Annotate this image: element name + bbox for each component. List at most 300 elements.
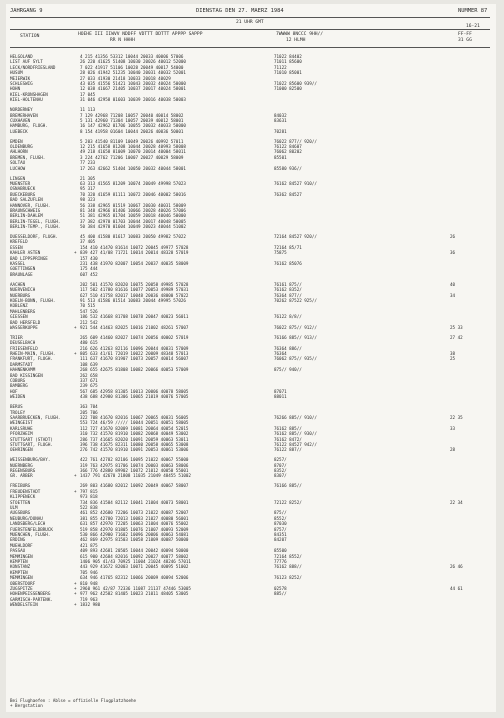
observation-data: 45 400 41580 81617 10083 20050 49982 57022: [80, 234, 186, 240]
weather-groups: 76162 8352/: [274, 287, 302, 293]
station-name: BRAUNLAGE: [10, 271, 33, 277]
column-rule-top: [10, 29, 490, 30]
station-name: PASSAU: [10, 548, 26, 554]
issue-number: NUMMER 87: [458, 8, 488, 14]
observation-data: 705 946: [80, 569, 98, 575]
observation-data: 17 263 42662 51404 10050 20032 40044 58001: [80, 165, 186, 171]
station-name: ZUGSPITZE: [10, 585, 33, 591]
weather-groups: 76162 885// 930//: [274, 431, 317, 437]
station-name: MUENSTER: [10, 180, 31, 186]
weather-groups: 8307/: [274, 473, 287, 479]
observation-data: 262 658: [80, 372, 98, 378]
observation-data: 50 384 42970 01604 10049 20023 40044 51002: [80, 224, 186, 230]
wind-gust: 26: [450, 234, 456, 240]
station-name: MUENCHEN, FLUGH.: [10, 531, 51, 537]
volume-label: JAHRGANG 9: [10, 8, 43, 14]
observation-data: 366 776 42880 89902 10072 21012 40050 55001: [80, 468, 189, 474]
footnote-airports: Bei Flughaefen : Ablse = offizielle Flugplatzhoehe: [10, 697, 137, 703]
observation-data: 17 045: [80, 91, 96, 97]
station-name: STUTTGART (STADT): [10, 436, 53, 442]
mountain-marker: +: [74, 591, 77, 597]
weather-groups: 8552/: [274, 515, 287, 521]
station-row: [10, 602, 490, 607]
observation-data: 607 452: [80, 271, 98, 277]
station-name: NUERVENICH: [10, 287, 36, 293]
weather-groups: 885//: [274, 591, 287, 597]
observation-data: 231 438 41970 82007 10054 20037 40035 58009: [80, 261, 189, 267]
station-name: DARMSTADT: [10, 361, 33, 367]
observation-data: 12 038 41667 21405 10037 20017 40024 58001: [80, 86, 186, 92]
observation-data: 921 544 41463 82025 10016 21002 48261 57007: [80, 324, 189, 330]
station-table: [10, 54, 490, 607]
footnotes: [10, 698, 136, 708]
mountain-marker: +: [74, 488, 77, 494]
observation-data: 81 348 42966 01406 10066 20028 40026 57006: [80, 207, 186, 213]
station-name: HELGOLAND: [10, 54, 33, 59]
observation-data: 797 815: [80, 488, 98, 494]
observation-data: 4 215 41356 53312 10044 20033 40006 57006: [80, 54, 184, 59]
observation-data: 322 708 41670 82016 10067 20065 40031 56005: [80, 414, 189, 420]
station-name: LINGEN: [10, 175, 26, 181]
observation-data: 112 727 41670 82009 10081 20064 40054 52015: [80, 425, 189, 431]
station-row: [10, 325, 490, 330]
observation-data: 91 513 41586 81514 10083 20044 49995 57026: [80, 297, 186, 303]
station-name: GR. ARBER: [10, 473, 33, 479]
station-name: BRAUNSCHWEIG: [10, 207, 41, 213]
station-name: ERDING: [10, 537, 26, 543]
observation-data: 205 706: [80, 409, 98, 415]
weather-groups: 76162 885//: [274, 425, 302, 431]
station-name: BAD SALZUFLEN: [10, 197, 43, 203]
observation-data: 438 688 42980 81306 10065 21019 40076 57005: [80, 394, 189, 400]
weather-groups: 76162 85076: [274, 261, 302, 267]
wind-gust: 22 34: [450, 499, 463, 505]
observation-data: 337 671: [80, 378, 98, 384]
observation-data: 381 855 42780 72013 10083 21027 40080 56001: [80, 515, 189, 521]
observation-data: 16 147 42962 01706 10055 20032 40033 50000: [80, 123, 186, 129]
station-name: HOF: [10, 388, 18, 394]
mountain-marker: +: [74, 324, 77, 330]
station-name: KLIPPENECK: [10, 494, 36, 500]
weather-groups: 71010 85001: [274, 70, 302, 76]
weather-groups: 76161 875//: [274, 281, 302, 287]
station-name: WENDELSTEIN: [10, 602, 38, 608]
station-name: ULM: [10, 505, 18, 511]
wind-gust: 33: [450, 425, 456, 431]
observation-data: 519 858 42970 81805 10076 21007 40093 52009: [80, 526, 189, 532]
observation-data: 265 609 41460 82027 10074 20056 40002 57019: [80, 334, 189, 340]
station-name: SAARBRUECKEN, FLUGH.: [10, 414, 61, 420]
station-name: HUSUM: [10, 70, 23, 76]
station-name: EMDEN: [10, 138, 23, 144]
station-name: MEMMINGEN: [10, 553, 33, 559]
station-name: BAD HERSFELD: [10, 319, 41, 325]
wind-column-subheader: 31 GG: [458, 38, 472, 43]
station-name: BREMERHAVEN: [10, 112, 38, 118]
station-name: LUCHOW: [10, 165, 26, 171]
observation-data: 70 515: [80, 303, 96, 309]
observation-data: 37 382 42970 01703 10044 20017 40048 50005: [80, 218, 186, 224]
weather-groups: 77776: [274, 558, 287, 564]
wind-gust: 40: [450, 281, 456, 287]
station-name: BAMBERG: [10, 383, 28, 389]
station-name: PFORZHEIM: [10, 431, 33, 437]
station-name: MEIERWIK: [10, 75, 31, 81]
observation-data: 70 320 41659 81111 10072 20046 40002 58016: [80, 191, 186, 197]
observation-data: 409 893 42681 20505 10044 20042 40094 50000: [80, 548, 189, 554]
station-name: MAHLENBERG: [10, 308, 36, 314]
station-name: CUXHAVEN: [10, 117, 31, 123]
observation-data: 310 732 41570 81910 10082 20068 40049 53002: [80, 431, 189, 437]
data-column-subheader: RR N HHHH: [110, 38, 135, 43]
station-name: LIST AUF SYLT: [10, 59, 43, 65]
weather-groups: 76122 84527 942//: [274, 441, 317, 447]
weather-groups: 8257/: [274, 457, 287, 463]
station-name: KEMPTEN: [10, 558, 28, 564]
observation-data: 1832 980: [80, 602, 101, 608]
observation-data: 21 305: [80, 175, 96, 181]
station-name: KASSEL: [10, 261, 26, 267]
weather-groups: 8757/: [274, 526, 287, 532]
observation-data: 216 626 41263 82116 10096 20044 40031 57009: [80, 345, 189, 351]
weather-groups: 76364: [274, 351, 287, 357]
wind-gust: 22 35: [450, 414, 463, 420]
wind-gust: 25 33: [450, 324, 463, 330]
weather-groups: 71022 85600 939//: [274, 80, 317, 86]
weather-groups: 88011: [274, 394, 287, 400]
station-name: SOLTAU: [10, 160, 26, 166]
observation-data: 461 852 42680 72206 10073 21022 40087 52007: [80, 510, 189, 516]
mountain-marker: +: [74, 580, 77, 586]
station-name: KOBLENZ: [10, 303, 28, 309]
station-name: TRIER: [10, 334, 23, 340]
station-name: STOETTEN: [10, 499, 31, 505]
observation-data: 212 542: [80, 319, 98, 325]
station-name: BUECKEBURG: [10, 191, 36, 197]
weather-groups: 70281: [274, 128, 287, 134]
weather-groups: 85501: [274, 154, 287, 160]
station-row: [10, 394, 490, 399]
weather-groups: 75875: [274, 250, 287, 256]
station-name: RHEIN-MAIN, FLUGH.: [10, 351, 56, 357]
observation-data: 77 233: [80, 160, 96, 166]
observation-data: 202 501 41570 82020 10075 20058 49985 57028: [80, 281, 189, 287]
observation-data: 627 510 41758 82017 10048 20036 48000 57022: [80, 292, 189, 298]
station-name: ESSEN: [10, 244, 23, 250]
station-name: BERLIN-TEMP., FLUGH.: [10, 224, 61, 230]
station-name: HOHENPEISSENBERG: [10, 591, 51, 597]
observation-data: 286 737 41665 82020 10091 20059 40063 53011: [80, 436, 189, 442]
observation-data: 27 033 41930 21418 10033 20018 40029: [80, 75, 171, 81]
weather-groups: 76364 877//: [274, 292, 302, 298]
mountain-marker: +: [74, 473, 77, 479]
wind-gust: 36: [450, 250, 456, 256]
station-name: SCHLESWIG: [10, 80, 33, 86]
observation-data: 567 685 42958 81305 10013 20006 40078 58005: [80, 388, 189, 394]
weather-groups: 02578: [274, 585, 287, 591]
station-name: HOHN: [10, 86, 21, 92]
observation-data: 26 220 41625 51408 10030 20026 40012 52000: [80, 59, 186, 65]
station-name: GARMISCH-PARTENK.: [10, 596, 53, 602]
station-name: BERLIN-DAHLEM: [10, 213, 43, 219]
observation-data: 839 427 41/08 71721 10014 20014 48328 57019: [80, 250, 189, 256]
weather-groups: 8352/: [274, 468, 287, 474]
station-name: KIEL-HOLTENAU: [10, 97, 43, 103]
wind-gust: 28: [450, 447, 456, 453]
observation-data: 7 129 42968 71208 10057 20040 40014 58002: [80, 112, 184, 118]
weather-groups: 875// 940//: [274, 367, 302, 373]
station-name: COBURG: [10, 378, 26, 384]
weather-groups: 76022 875// 912//: [274, 324, 317, 330]
wind-gust: 34: [450, 292, 456, 298]
observation-data: 56 338 42965 01519 10067 20030 40031 58009: [80, 202, 186, 208]
weather-groups: 76266 885// 910//: [274, 414, 317, 420]
station-name: BERUS: [10, 404, 23, 410]
mountain-marker: +: [74, 585, 77, 591]
observation-data: 43 035 41556 51421 10043 20032 40024 50000: [80, 80, 186, 86]
weather-groups: 76362 84527: [274, 191, 302, 197]
observation-data: 973 818: [80, 494, 98, 500]
observation-data: 396 738 41675 82311 10080 20058 40065 53008: [80, 441, 189, 447]
station-name: REGENSBURG: [10, 468, 36, 474]
weather-groups: 72164 8552/: [274, 553, 302, 559]
station-name: AACHEN: [10, 281, 26, 287]
station-name: FRIESENFELD: [10, 345, 38, 351]
observation-data: 95 317: [80, 186, 96, 192]
column-rule-bottom: [10, 47, 490, 48]
station-name: HAMBURG, FLUGH.: [10, 123, 48, 129]
observation-data: 154 410 41470 81614 10072 20045 49977 57028: [80, 244, 189, 250]
weather-column-subheader: 12 HLMH: [286, 38, 306, 43]
weather-groups: 72164 84527 920//: [274, 234, 317, 240]
observation-data: 977 962 42582 81405 10023 21011 48405 53005: [80, 591, 189, 597]
station-name: KARLSRUHE: [10, 425, 33, 431]
observation-data: 49 218 41658 81009 10070 20014 40004 58011: [80, 149, 186, 155]
weather-column-header: 7WWWW 8NCCC 9HH//: [276, 32, 324, 37]
observation-data: 117 502 41780 81616 10077 20053 49989 57031: [80, 287, 189, 293]
weather-groups: 76162 8472/: [274, 436, 302, 442]
station-name: KREFELD: [10, 239, 28, 245]
station-row: [10, 272, 490, 277]
observation-data: 1406 905 41/43 70925 11004 21024 48246 57011: [80, 558, 191, 564]
station-name: OEHRINGEN: [10, 447, 33, 453]
station-name: OBERSTDORF: [10, 580, 36, 586]
station-name: FREUDENSTADT: [10, 488, 41, 494]
weather-groups: 71022 84402: [274, 54, 302, 59]
observation-data: 268 655 42675 81808 10082 20066 40053 57009: [80, 367, 189, 373]
observation-data: 319 763 42975 81706 10074 20003 40063 58006: [80, 462, 189, 468]
station-name: FREIBURG: [10, 483, 31, 489]
weather-groups: 84207: [274, 537, 287, 543]
observation-data: 810 948: [80, 580, 98, 586]
observation-data: 276 742 41570 81910 10091 20053 40061 53006: [80, 447, 189, 453]
observation-data: 51 381 42965 01704 10059 20018 40046 50000: [80, 213, 186, 219]
observation-data: 719 963: [80, 596, 98, 602]
observation-data: 3 224 42762 71206 10007 20027 40029 58009: [80, 154, 184, 160]
weather-groups: 84032: [274, 112, 287, 118]
station-name: BAD LIPPSPRINGE: [10, 255, 48, 261]
station-name: KONSTANZ: [10, 564, 31, 570]
observation-data: 2960 961 42/87 72336 11087 21137 47446 53005: [80, 585, 191, 591]
weather-groups: 76166 885// 913//: [274, 334, 317, 340]
observation-data: 108 639: [80, 361, 98, 367]
wind-column-header: FF-FF: [458, 32, 472, 37]
observation-data: 98 323: [80, 197, 96, 203]
weather-groups: 76022 877// 920//: [274, 138, 317, 144]
observation-data: 422 761 42782 82106 10095 21022 40067 55000: [80, 457, 189, 463]
weather-groups: 83631: [274, 117, 287, 123]
station-name: GOETTINGEN: [10, 266, 36, 272]
observation-data: 11 113: [80, 107, 96, 113]
observation-data: 31 046 42958 01603 10039 20016 40038 50003: [80, 97, 186, 103]
station-name: BERLIN-TEGEL, FLUGH.: [10, 218, 61, 224]
station-name: WEISSENBURG/BAY.: [10, 457, 51, 463]
weather-groups: 875//: [274, 510, 287, 516]
observation-data: 634 946 41765 82312 10066 20009 40094 52006: [80, 575, 189, 581]
wind-gust: 44 61: [450, 585, 463, 591]
observation-data: 462 869 42975 81503 10058 21009 40087 50000: [80, 537, 189, 543]
weather-groups: 85500: [274, 548, 287, 554]
observation-data: 175 444: [80, 266, 98, 272]
station-row: [10, 166, 490, 171]
weather-groups: 76162 888//: [274, 564, 302, 570]
weather-groups: 76364 886//: [274, 345, 302, 351]
mountain-marker: +: [74, 351, 77, 357]
station-name: LECK/NORDFRIESLAND: [10, 64, 56, 70]
station-name: LANDSBERG/LECH: [10, 521, 46, 527]
weather-groups: 72164 85/71: [274, 244, 302, 250]
observation-data: 186 532 41668 81708 10078 20047 40023 56011: [80, 314, 189, 320]
observation-data: 631 857 42970 72205 10063 21004 40076 55002: [80, 521, 189, 527]
station-name: NORDERNEY: [10, 107, 33, 113]
station-name: BAD KISSINGEN: [10, 372, 43, 378]
weather-groups: 76062 80202: [274, 149, 302, 155]
station-name: FUERSTENFELDBRUCK: [10, 526, 53, 532]
observation-data: 63 313 41565 81209 10074 20049 49998 57023: [80, 180, 186, 186]
observation-data: 157 430: [80, 255, 98, 261]
weather-groups: 76123 8252/: [274, 575, 302, 581]
station-name: MEMMINGEN: [10, 575, 33, 581]
observation-data: 734 836 41584 82112 10041 21004 40073 58001: [80, 499, 189, 505]
weather-groups: 76122 8/8//: [274, 314, 302, 320]
station-name: AHLHORN: [10, 149, 28, 155]
station-name: KIEL-KRONSHAGEN: [10, 91, 48, 97]
weather-groups: 71000 82500: [274, 86, 302, 92]
station-name: HANNOVER, FLUGH.: [10, 202, 51, 208]
observation-data: 363 704: [80, 404, 98, 410]
station-name: KEMPTEN: [10, 569, 28, 575]
observation-data: 7 022 41917 51106 10028 20049 40017 54000: [80, 64, 184, 70]
observation-data: 111 637 41670 81907 10073 20057 40014 56007: [80, 356, 189, 362]
station-row: [10, 97, 490, 102]
observation-data: 5 131 42960 71304 10057 20039 40012 58001: [80, 117, 184, 123]
observation-data: 421 875: [80, 542, 98, 548]
station-name: WASSERKUPPE: [10, 324, 38, 330]
station-name: KAHLER ASTEN: [10, 250, 41, 256]
station-name: WEIDEN: [10, 394, 26, 400]
station-name: MUEHLDORF: [10, 542, 33, 548]
wind-gust: 26 46: [450, 564, 463, 570]
mountain-marker: +: [74, 250, 77, 256]
station-name: LUEBECK: [10, 128, 28, 134]
weather-groups: 87071: [274, 388, 287, 394]
station-name: OLDENBURG: [10, 144, 33, 150]
footnote-mountain-station: + Bergstation: [10, 702, 43, 708]
observation-data: 1437 791 42670 21808 11035 21049 48455 51002: [80, 473, 191, 479]
station-row: [10, 224, 490, 229]
wind-gust: 38: [450, 351, 456, 357]
wind-gust: 25: [450, 356, 456, 362]
observation-data: 269 803 41680 82012 10092 20049 40067 58007: [80, 483, 189, 489]
observation-data: 239 675: [80, 383, 98, 389]
station-name: OSNABRUECK: [10, 186, 36, 192]
station-name: WEINGEIST: [10, 420, 33, 426]
station-row: [10, 473, 490, 478]
weather-groups: 85580 936//: [274, 165, 302, 171]
weather-groups: 71011 85600: [274, 59, 302, 65]
data-column-header: HOEHE III IIWVV NDDFF VDTTT DDTTT APPPP SAPPP: [78, 32, 203, 37]
station-name: KOELN-BONN, FLUGH.: [10, 297, 56, 303]
observation-data: 443 929 41672 82003 10071 20045 40095 51002: [80, 564, 189, 570]
station-name: NUERBURG: [10, 292, 31, 298]
station-name: DEUSELBACH: [10, 340, 36, 346]
observation-data: 530 866 42980 71602 10096 20006 40063 54081: [80, 531, 189, 537]
observation-data: 480 615: [80, 340, 98, 346]
wind-gust: 27 42: [450, 334, 463, 340]
weather-groups: 8707/: [274, 462, 287, 468]
weather-groups: 84351: [274, 531, 287, 537]
weather-groups: 76122 84607: [274, 144, 302, 150]
observation-data: 28 026 41942 51235 10040 20031 40032 52001: [80, 70, 186, 76]
station-name: NUERNBERG: [10, 462, 33, 468]
station-name: AUGSBURG: [10, 510, 31, 516]
observation-data: 12 215 41658 81208 10044 20028 40993 58008: [80, 144, 186, 150]
observation-data: 522 838: [80, 505, 98, 511]
weather-groups: 70262 87522 925//: [274, 297, 317, 303]
weather-groups: 76162 84527 910//: [274, 180, 317, 186]
observation-data: 805 633 41/61 72019 10022 20009 48348 57013: [80, 351, 189, 357]
station-name: STUTTGART, FLUGH.: [10, 441, 53, 447]
weather-groups: 76122 887//: [274, 447, 302, 453]
issue-date: DIENSTAG DEN 27. MAERZ 1984: [196, 8, 284, 14]
station-name: BREMEN, FLUGH.: [10, 154, 46, 160]
station-name: GIESSEN: [10, 314, 28, 320]
observation-data: 5 203 41540 81109 10049 20026 40992 57011: [80, 138, 184, 144]
mountain-marker: +: [74, 602, 77, 608]
header-rule: [10, 17, 490, 18]
station-name: FRANKFURT, FLUGH.: [10, 356, 53, 362]
weather-groups: 76166 885//: [274, 483, 302, 489]
gust-range: 16-21: [466, 24, 480, 29]
observation-data: 615 900 42684 82016 10092 20027 40077 58002: [80, 553, 189, 559]
observation-data: 547 526: [80, 308, 98, 314]
station-name: TROLEY: [10, 409, 26, 415]
weather-report-page: [6, 4, 496, 712]
observation-data: 553 724 46/59 ///// 10044 20051 40051 58005: [80, 420, 189, 426]
station-name: NEUBURG/DONAU: [10, 515, 43, 521]
station-row: [10, 447, 490, 452]
weather-groups: 71122: [274, 64, 287, 70]
station-name: HAHNENKAMM: [10, 367, 36, 373]
station-row: [10, 129, 490, 134]
station-name: DUESSELDORF, FLUGH.: [10, 234, 58, 240]
station-column-header: STATION: [20, 34, 40, 39]
observation-data: 8 154 41958 01604 10044 20026 40036 50001: [80, 128, 184, 134]
weather-groups: 87030: [274, 521, 287, 527]
weather-groups: 72122 8252/: [274, 499, 302, 505]
observation-data: 37 405: [80, 239, 96, 245]
observation-time: 21 UHR GMT: [236, 20, 264, 25]
